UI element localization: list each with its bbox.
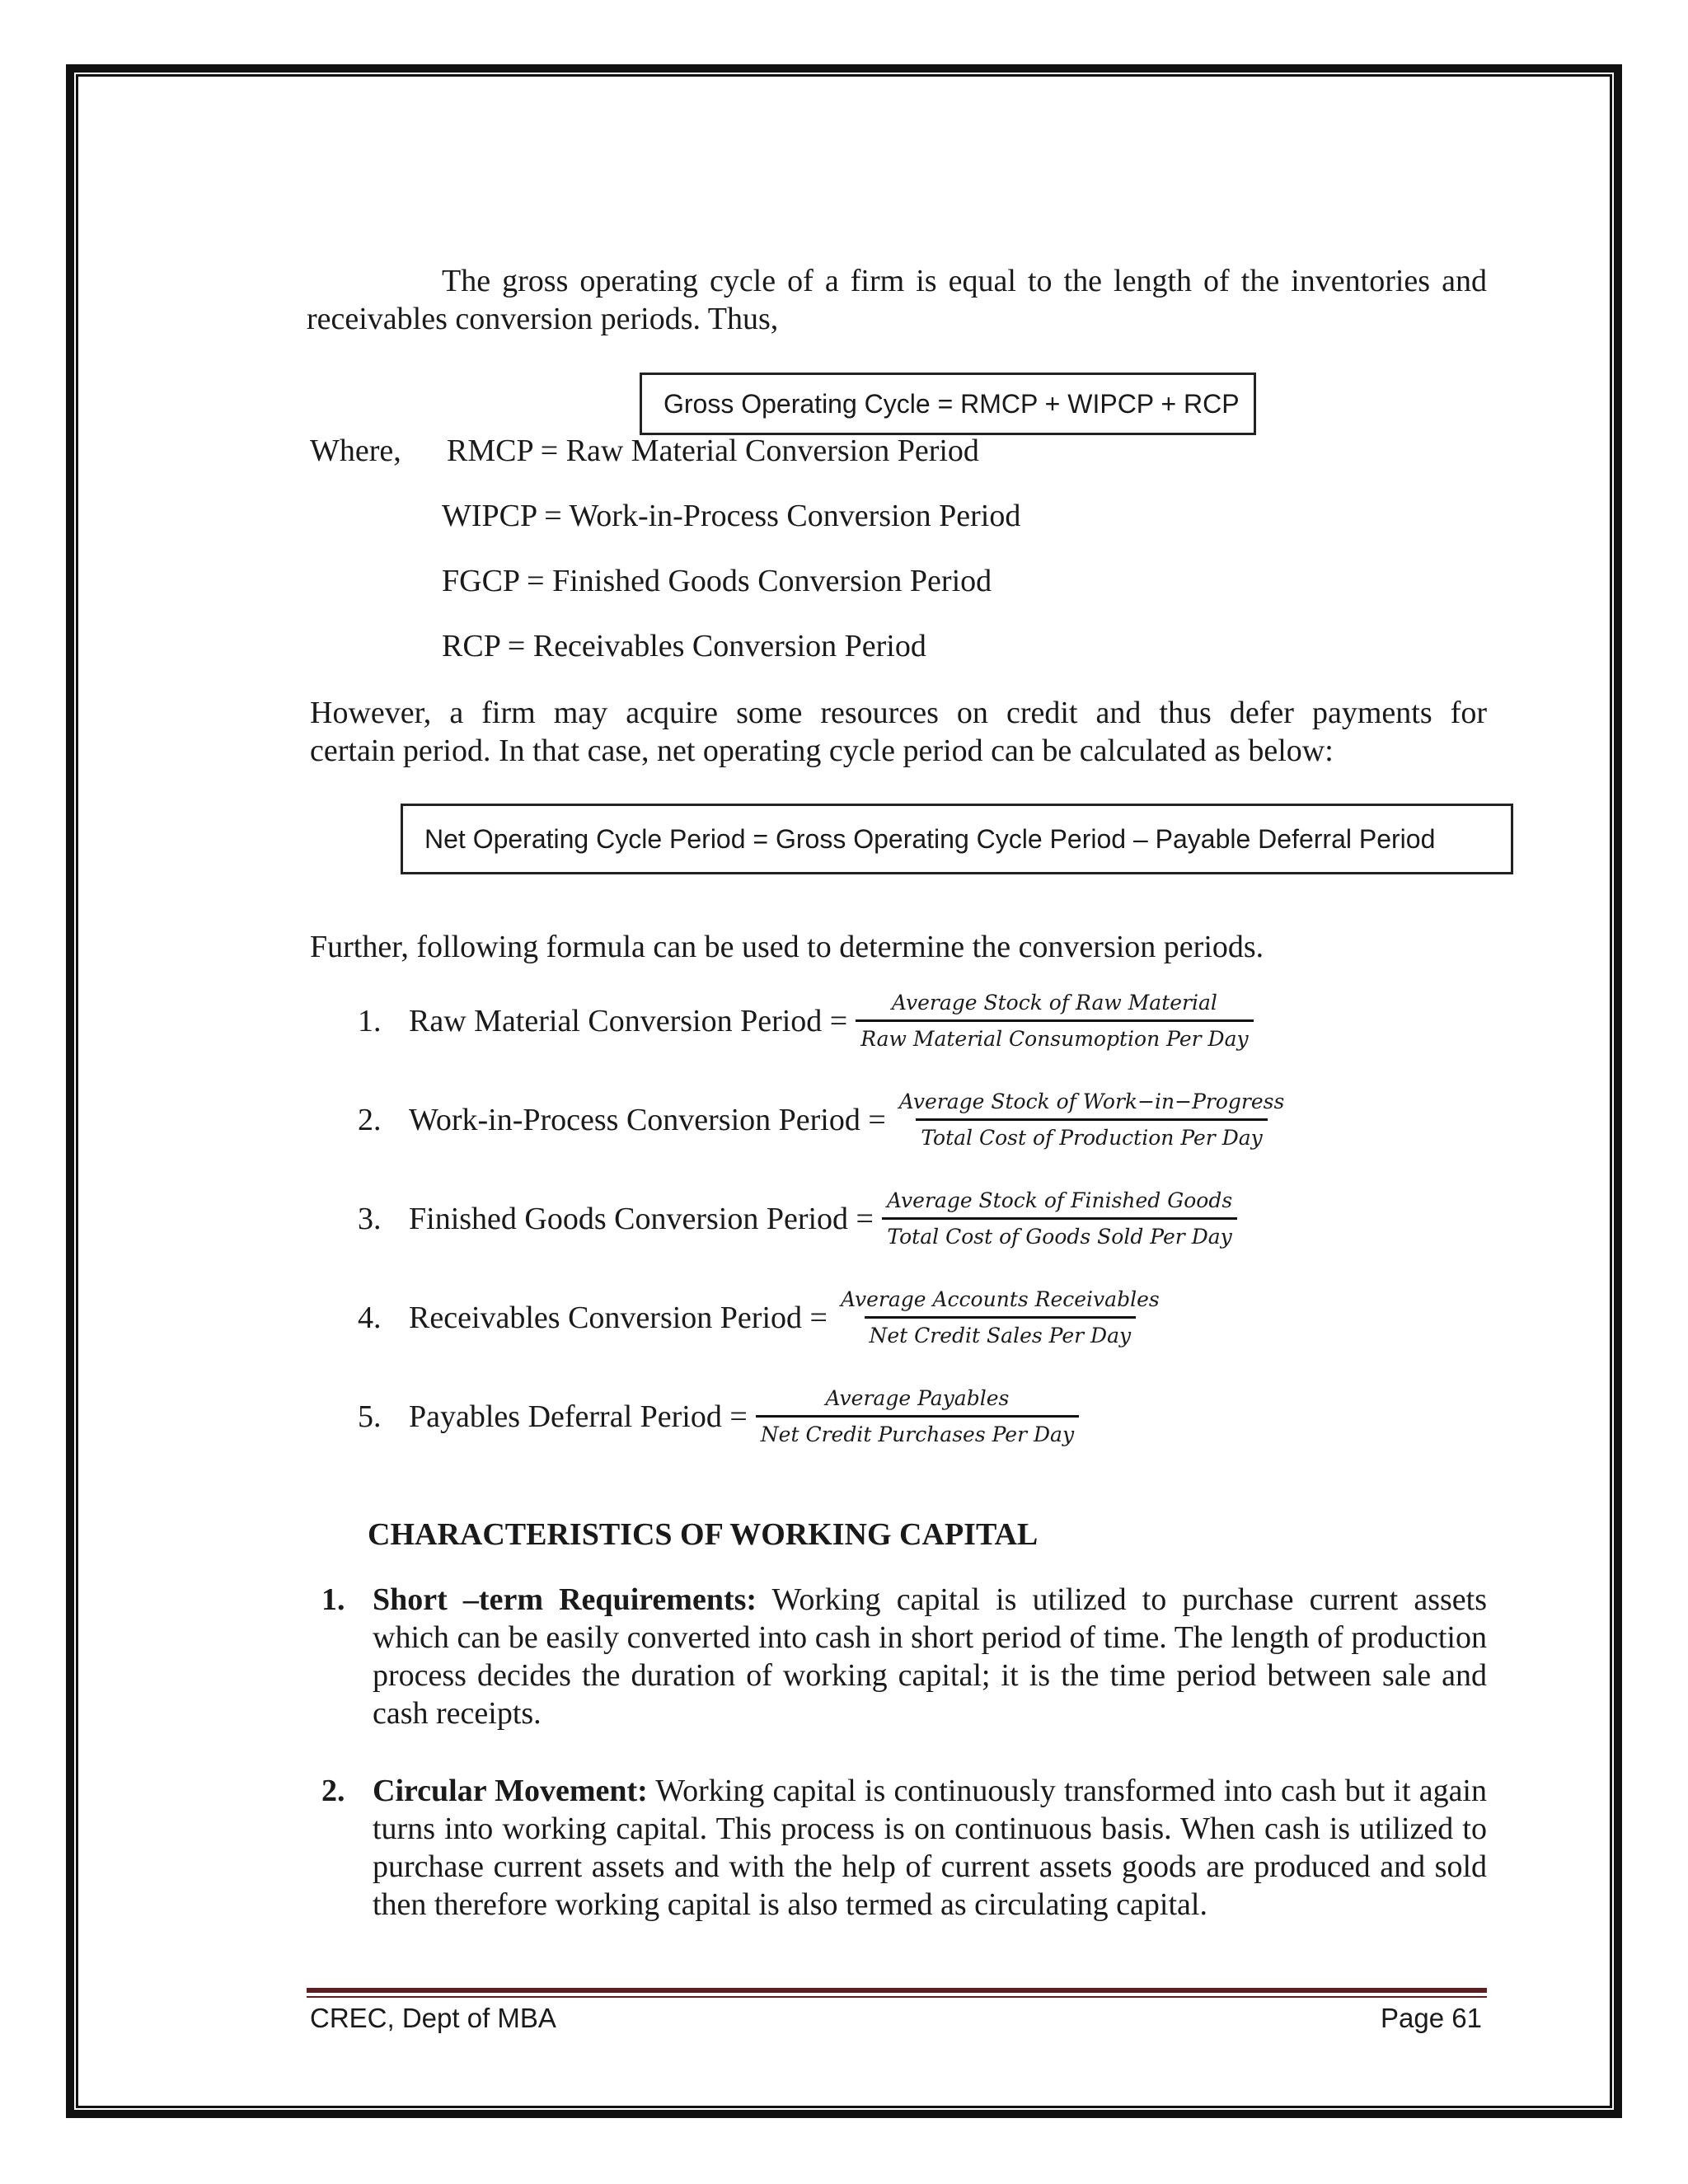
however-line-2: certain period. In that case, net operating cycle period can be calculated as below: bbox=[310, 733, 1334, 768]
formula-number: 3. bbox=[358, 1201, 382, 1236]
formula-number: 1. bbox=[358, 1003, 382, 1038]
formula-number: 4. bbox=[358, 1300, 382, 1335]
definition-rmcp: RMCP = Raw Material Conversion Period bbox=[447, 434, 979, 468]
net-formula-text: Net Operating Cycle Period = Gross Operating Cycle Period – Payable Deferral Period bbox=[424, 823, 1436, 854]
intro-line-2: receivables conversion periods. Thus, bbox=[307, 302, 779, 336]
formula-number: 2. bbox=[358, 1102, 382, 1137]
characteristic-number: 1. bbox=[321, 1582, 345, 1617]
formula-item-2 bbox=[358, 1090, 1289, 1150]
characteristic-text: Working capital is utilized to purchase current assets which can be easily converted into cash in short period of time. The length of production process decides the duration of working capital; it is the time period between sale and cash receipts. bbox=[373, 1582, 1488, 1731]
footer-department: CREC, Dept of MBA bbox=[310, 2003, 556, 2033]
fraction-denominator: Total Cost of Production Per Day bbox=[916, 1118, 1267, 1150]
formula-label: Payables Deferral Period = bbox=[409, 1399, 748, 1434]
fraction-numerator: Average Stock of Raw Material bbox=[891, 991, 1217, 1015]
definition-rcp: RCP = Receivables Conversion Period bbox=[442, 629, 926, 663]
formula-label: Work-in-Process Conversion Period = bbox=[409, 1102, 886, 1137]
section-heading: CHARACTERISTICS OF WORKING CAPITAL bbox=[368, 1517, 1039, 1552]
fraction-denominator: Net Credit Sales Per Day bbox=[865, 1316, 1137, 1347]
gross-operating-cycle-formula bbox=[640, 373, 1256, 435]
however-line-1: However, a firm may acquire some resources on credit and thus defer payments for bbox=[310, 696, 1487, 730]
formula-item-4 bbox=[358, 1287, 1165, 1347]
fraction-numerator: Average Stock of Work−in−Progress bbox=[898, 1090, 1285, 1113]
fraction-denominator: Total Cost of Goods Sold Per Day bbox=[882, 1217, 1236, 1249]
characteristic-item-2 bbox=[321, 1772, 1487, 1924]
formula-item-3 bbox=[358, 1188, 1237, 1249]
net-operating-cycle-formula bbox=[401, 804, 1513, 874]
formula-label: Finished Goods Conversion Period = bbox=[409, 1201, 874, 1236]
intro-line-1: The gross operating cycle of a firm is equal to the length of the inventories and bbox=[442, 264, 1487, 298]
formula-item-5 bbox=[358, 1386, 1079, 1446]
fraction bbox=[756, 1386, 1079, 1446]
fraction bbox=[836, 1287, 1165, 1347]
characteristic-number: 2. bbox=[321, 1774, 345, 1808]
characteristic-title: Circular Movement: bbox=[373, 1774, 648, 1808]
fraction bbox=[856, 991, 1253, 1051]
characteristic-body bbox=[373, 1581, 1487, 1732]
fraction-numerator: Average Payables bbox=[825, 1386, 1010, 1410]
footer-page-number: Page 61 bbox=[1381, 2003, 1482, 2033]
formula-item-1 bbox=[358, 991, 1254, 1051]
characteristic-title: Short –term Requirements: bbox=[373, 1582, 757, 1617]
fraction-numerator: Average Accounts Receivables bbox=[840, 1287, 1160, 1311]
fraction-denominator: Raw Material Consumoption Per Day bbox=[856, 1019, 1253, 1051]
fraction-numerator: Average Stock of Finished Goods bbox=[887, 1188, 1233, 1212]
fraction-denominator: Net Credit Purchases Per Day bbox=[756, 1415, 1079, 1446]
formula-number: 5. bbox=[358, 1399, 382, 1434]
fraction bbox=[894, 1090, 1290, 1150]
fraction bbox=[882, 1188, 1237, 1249]
definition-fgcp: FGCP = Finished Goods Conversion Period bbox=[442, 564, 992, 598]
definition-wipcp: WIPCP = Work-in-Process Conversion Period bbox=[442, 499, 1021, 533]
further-text: Further, following formula can be used to determine the conversion periods. bbox=[310, 930, 1264, 964]
footer-rule bbox=[307, 1988, 1487, 1993]
formula-label: Receivables Conversion Period = bbox=[409, 1300, 828, 1335]
characteristic-item-1 bbox=[321, 1581, 1487, 1732]
footer-rule-thin bbox=[307, 1996, 1487, 1998]
characteristic-body bbox=[373, 1772, 1487, 1924]
where-label: Where, bbox=[310, 434, 401, 468]
characteristic-text: Working capital is continuously transformed into cash but it again turns into working capital. This process is on continuous basis. When cash is utilized to purchase current assets and with the help of current assets goods are produced and sold then therefore working capital is also termed as circulating capital. bbox=[373, 1774, 1487, 1922]
gross-formula-text: Gross Operating Cycle = RMCP + WIPCP + RCP bbox=[663, 388, 1240, 419]
formula-label: Raw Material Conversion Period = bbox=[409, 1003, 848, 1038]
